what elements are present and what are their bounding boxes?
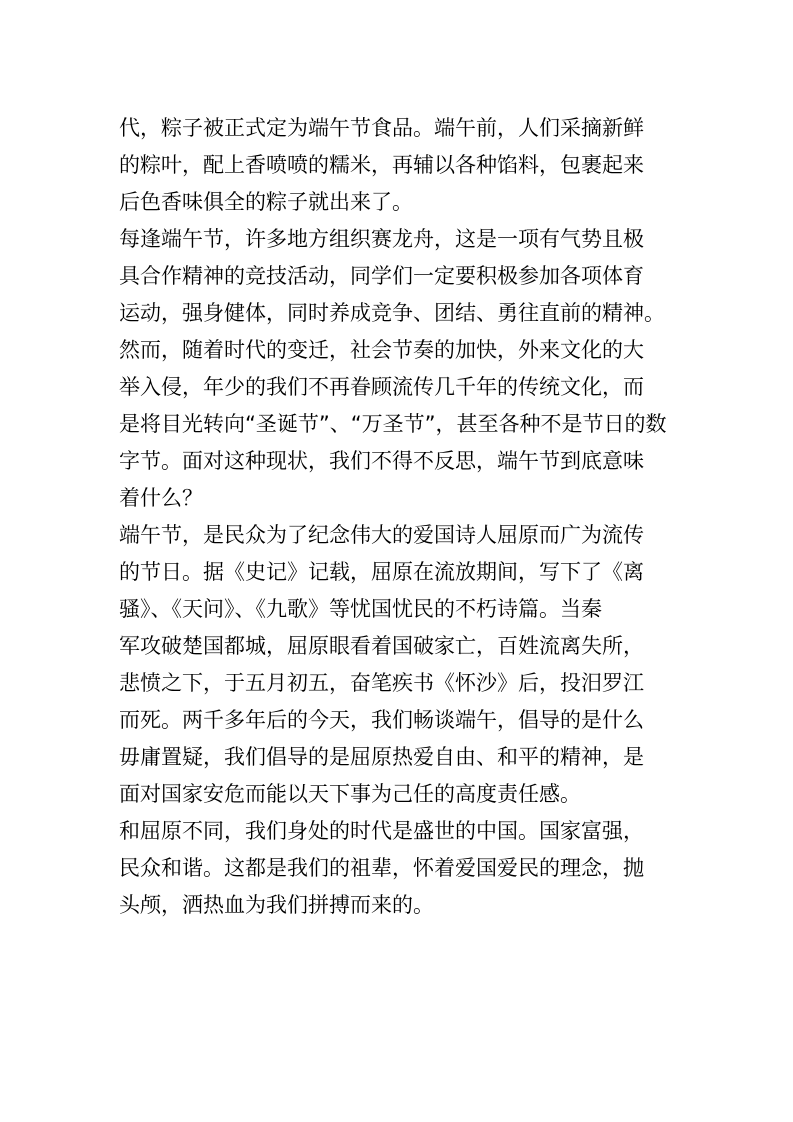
text-line: 每逢端午节，许多地方组织赛龙舟，这是一项有气势且极: [119, 227, 644, 251]
text-line: 端午节，是民众为了纪念伟大的爱国诗人屈原而广为流传: [119, 523, 644, 547]
text-line: 毋庸置疑，我们倡导的是屈原热爱自由、和平的精神，是: [119, 745, 644, 769]
paragraph-tradition: [119, 332, 679, 517]
text-line: 军攻破楚国都城，屈原眼看着国破家亡，百姓流离失所，: [119, 634, 644, 658]
text-line: 然而，随着时代的变迁，社会节奏的加快，外来文化的大: [119, 338, 644, 362]
text-line: 代，粽子被正式定为端午节食品。端午前，人们采摘新鲜: [119, 116, 644, 140]
text-line: 字节。面对这种现状，我们不得不反思，端午节到底意味: [119, 449, 644, 473]
text-line: 而死。两千多年后的今天，我们畅谈端午，倡导的是什么: [119, 708, 644, 732]
paragraph-qu-yuan: [119, 517, 679, 813]
text-line: 运动，强身健体，同时养成竞争、团结、勇往直前的精神。: [119, 301, 665, 325]
paragraph-zongzi: [119, 110, 679, 221]
text-line: 和屈原不同，我们身处的时代是盛世的中国。国家富强，: [119, 819, 644, 843]
text-line: 面对国家安危而能以天下事为己任的高度责任感。: [119, 782, 581, 806]
paragraph-dragon-boat: [119, 221, 679, 332]
text-line: 的节日。据《史记》记载，屈原在流放期间，写下了《离: [119, 560, 644, 584]
text-line: 的粽叶，配上香喷喷的糯米，再辅以各种馅料，包裹起来: [119, 153, 644, 177]
text-line: 骚》、《天问》、《九歌》等忧国忧民的不朽诗篇。当秦: [119, 597, 602, 621]
text-line: 头颅，洒热血为我们拼搏而来的。: [119, 893, 434, 917]
text-line: 民众和谐。这都是我们的祖辈，怀着爱国爱民的理念，抛: [119, 856, 644, 880]
text-line: 具合作精神的竞技活动，同学们一定要积极参加各项体育: [119, 264, 644, 288]
document-body: [119, 110, 679, 924]
text-line: 是将目光转向“圣诞节”、“万圣节”，甚至各种不是节日的数: [119, 412, 667, 436]
paragraph-modern-china: [119, 813, 679, 924]
text-line: 悲愤之下，于五月初五，奋笔疾书《怀沙》后，投汨罗江: [119, 671, 644, 695]
text-line: 着什么？: [119, 486, 203, 510]
text-line: 后色香味俱全的粽子就出来了。: [119, 190, 413, 214]
text-line: 举入侵，年少的我们不再眷顾流传几千年的传统文化，而: [119, 375, 644, 399]
